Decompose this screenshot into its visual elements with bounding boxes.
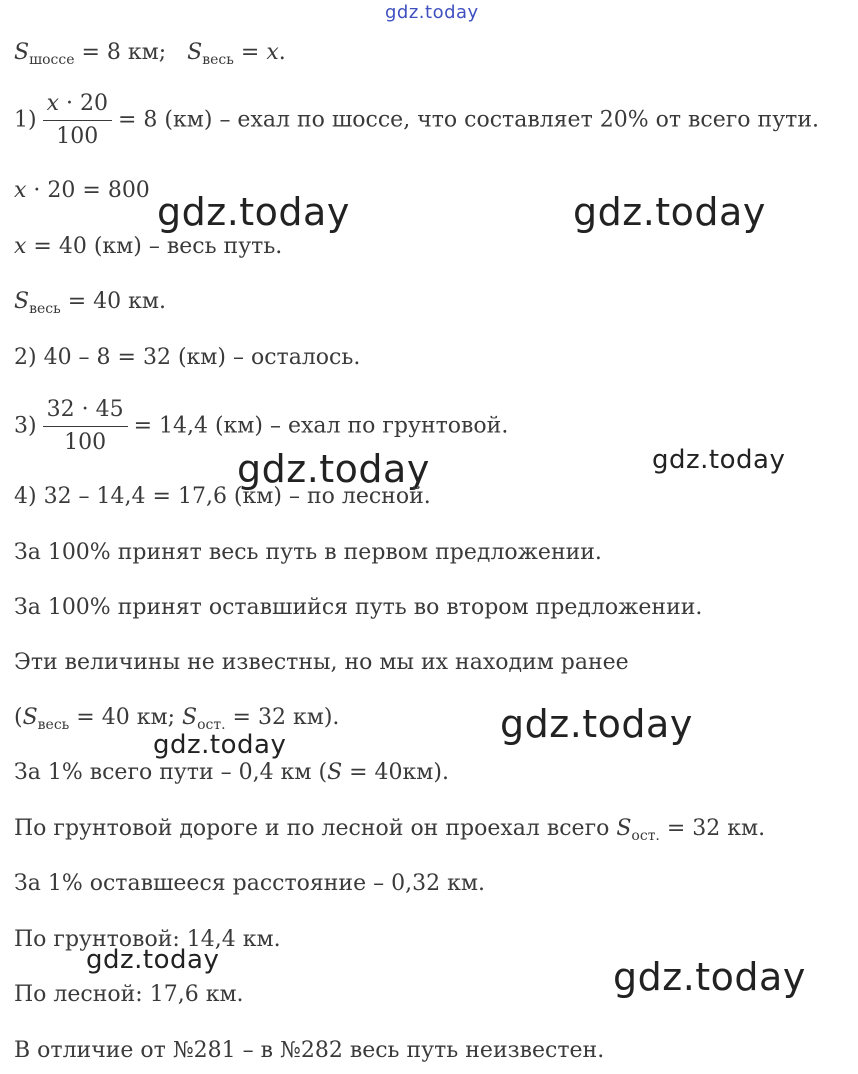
watermark: gdz.today [153,730,287,760]
watermark: gdz.today [613,955,806,999]
watermark: gdz.today [86,945,220,975]
watermark: gdz.today [237,447,430,491]
fraction: $\frac{32 \cdot 45}{100}$ [43,398,128,455]
fraction: $\frac{x \cdot 20}{100}$ [43,92,112,149]
watermark: gdz.today [500,702,693,746]
text-line: За 1% оставшееся расстояние – 0,32 км. [14,871,485,896]
text-line: Эти величины не известны, но мы их находим ранее [14,650,629,675]
step-1: 1) $\frac{x \cdot 20}{100}$ = 8 (км) – ехал по шоссе, что составляет 20% от всего пути. [14,91,819,149]
text-line: В отличие от №281 – в №282 весь путь неизвестен. [14,1038,605,1063]
equation-3: $S_{весь} = 40$ км. [14,289,166,317]
step-3: 3) $\frac{32 \cdot 45}{100}$ = 14,4 (км) – ехал по грунтовой. [14,397,509,455]
watermark: gdz.today [157,190,350,234]
text-line: ($S_{весь} = 40$ км; $S_{ост.} = 32$ км). [14,705,340,733]
text-line: За 1% всего пути – 0,4 км (S = 40км). [14,760,449,785]
step-2: 2) 40 – 8 = 32 (км) – осталось. [14,345,361,370]
text-line: По грунтовой дороге и по лесной он проехал всего $S_{ост.} = 32$ км. [14,816,766,844]
step-4: 4) 32 – 14,4 = 17,6 (км) – по лесной. [14,484,431,509]
watermark: gdz.today [573,190,766,234]
equation-2: x = 40 (км) – весь путь. [14,234,283,259]
watermark-top: gdz.today [385,2,479,23]
text-line: По грунтовой: 14,4 км. [14,927,281,952]
given-line: $S_{шоссе} = 8$ км; $S_{весь} = x$. [14,40,286,68]
text-line: За 100% принят оставшийся путь во втором предложении. [14,595,703,620]
equation-1: x · 20 = 800 [14,178,150,203]
text-line: По лесной: 17,6 км. [14,982,244,1007]
watermark: gdz.today [652,445,786,475]
text-line: За 100% принят весь путь в первом предложении. [14,540,602,565]
